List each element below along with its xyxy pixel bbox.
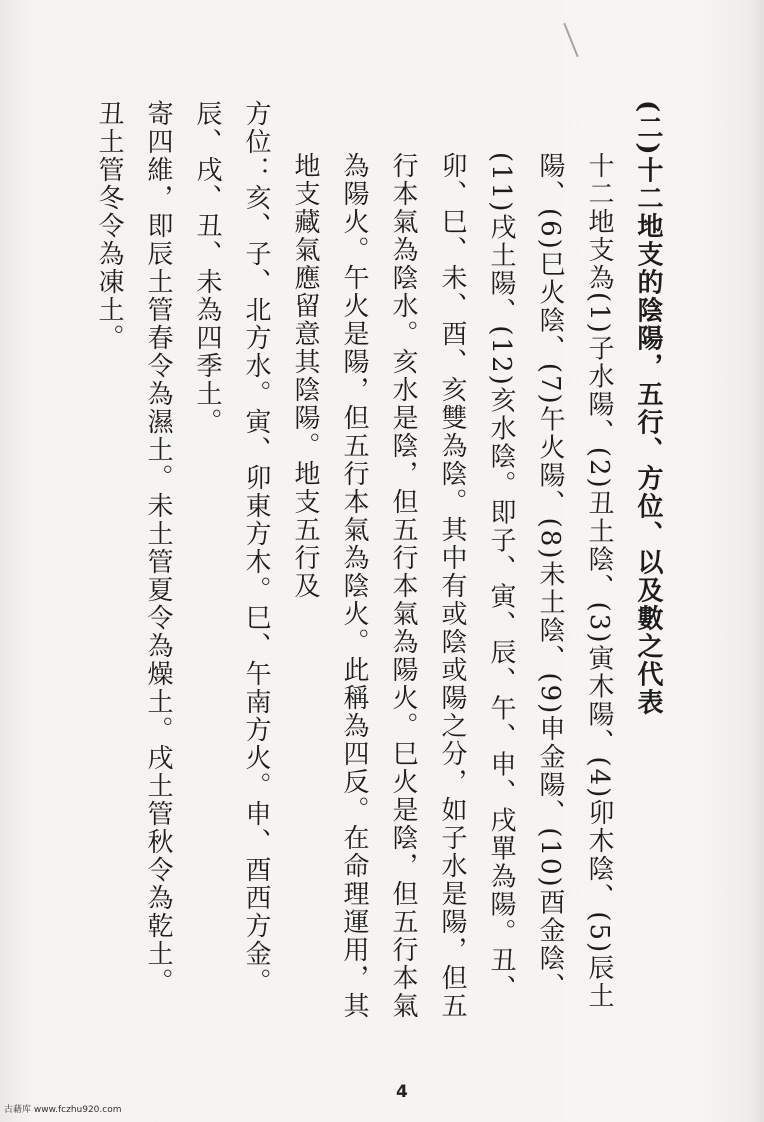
section-heading: (二)十二地支的陰陽，五行、方位、以及數之代表 <box>633 100 663 717</box>
paragraph-directions: 方位：亥、子、北方水。寅、卯東方木。巳、午南方火。申、酉西方金。辰、戌、丑、未為四季土。 <box>192 100 271 996</box>
page-number: 4 <box>396 1082 408 1102</box>
site-watermark: 古藉库 www.fczhu920.com <box>4 1105 122 1115</box>
vertical-text-body <box>84 100 672 1020</box>
paragraph-four-corners: 寄四維，即辰土管春令為濕土。未土管夏令為燥土。戌土管秋令為乾土。丑土管冬令為凍土。 <box>94 100 173 996</box>
page-edge-shadow <box>748 0 764 1122</box>
paragraph-earthly-branches: 十二地支為(1)子水陽、(2)丑土陰、(3)寅木陽、(4)卯木陰、(5)辰土陽、(6)巳火陰、(7)午火陽、(8)未土陰、(9)申金陽、(10)酉金陰、(11)戌土陽、(12)亥水陰。即子、寅、辰、午、申、戌單為陽。丑、卯、巳、未、酉、亥雙為陰。其中有或陰或陽之分，如子水是陽，但五行本氣為陰水。亥水是陰，但五行本氣為陽火。巳火是陰，但五行本氣為陽火。午火是陽，但五行本氣為陰火。此稱為四反。在命理運用，其地支藏氣應留意其陰陽。地支五行及 <box>290 152 614 1020</box>
stray-pen-mark <box>563 23 578 57</box>
